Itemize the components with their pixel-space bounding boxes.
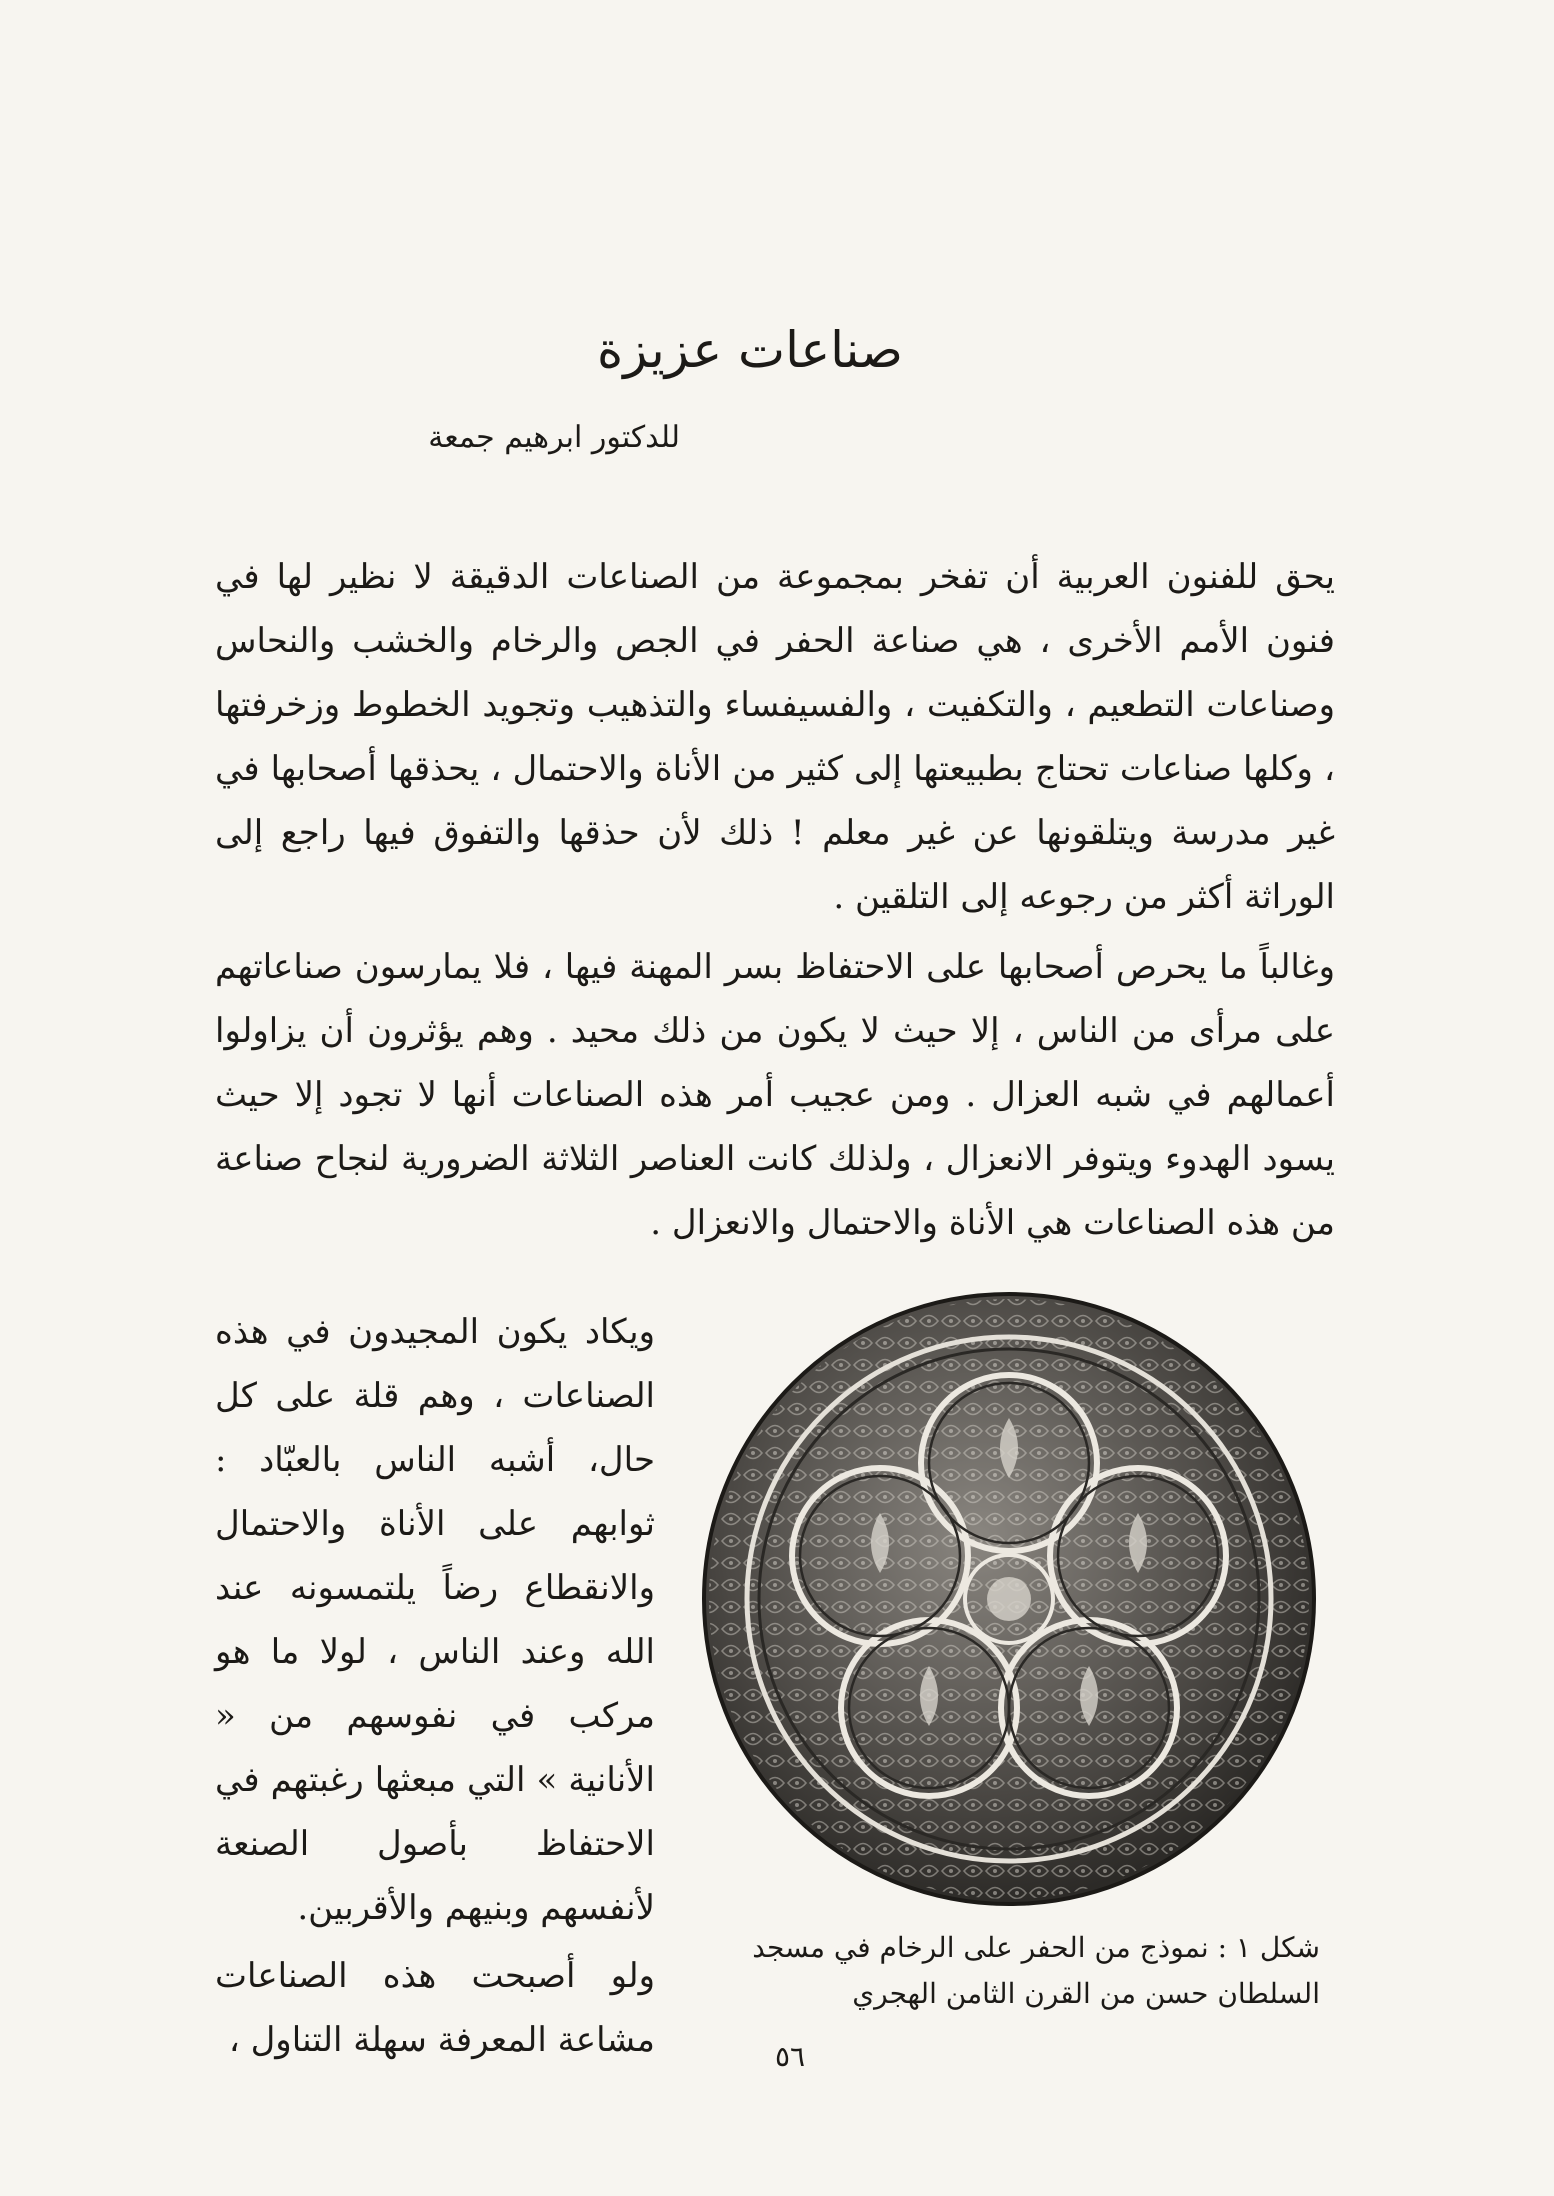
page-number: ٥٦ xyxy=(774,2040,806,2073)
paragraph: وغالباً ما يحرص أصحابها على الاحتفاظ بسر المهنة فيها ، فلا يمارسون صناعاتهم على مرأى من الناس ، إلا حيث لا يكون من ذلك محيد . وهم يؤثرون أن يزاولوا أعمالهم في شبه العزال . ومن عجيب أمر هذه الصناعات أنها لا تجود إلا حيث يسود الهدوء ويتوفر الانعزال ، ولذلك كانت العناصر الثلاثة الضرورية لنجاح صناعة من هذه الصناعات هي الأناة والاحتمال والانعزال . xyxy=(215,947,1335,1243)
side-column xyxy=(215,1300,655,2076)
main-body xyxy=(215,545,1335,1261)
carved-marble-medallion-figure xyxy=(698,1288,1320,1910)
author-byline: للدكتور ابرهيم جمعة xyxy=(428,420,680,455)
figure-caption: شكل ١ : نموذج من الحفر على الرخام في مسجد السلطان حسن من القرن الثامن الهجري xyxy=(752,1931,1320,2010)
paragraph: ويكاد يكون المجيدون في هذه الصناعات ، وهم قلة على كل حال، أشبه الناس بالعبّاد : ثوابهم على الأناة والاحتمال والانقطاع رضاً يلتمسونه عند الله وعند الناس ، لولا ما هو مركب في نفوسهم من « الأنانية » التي مبعثها رغبتهم في الاحتفاظ بأصول الصنعة لأنفسهم وبنيهم والأقربين. xyxy=(215,1312,655,1928)
paragraph: يحق للفنون العربية أن تفخر بمجموعة من الصناعات الدقيقة لا نظير لها في فنون الأمم الأخرى ، هي صناعة الحفر في الجص والرخام والخشب والنحاس وصناعات التطعيم ، والتكفيت ، والفسيفساء والتذهيب وتجويد الخطوط وزخرفتها ، وكلها صناعات تحتاج بطبيعتها إلى كثير من الأناة والاحتمال ، يحذقها أصحابها في غير مدرسة ويتلقونها عن غير معلم ! ذلك لأن حذقها والتفوق فيها راجع إلى الوراثة أكثر من رجوعه إلى التلقين . xyxy=(215,557,1335,917)
article-title: صناعات عزيزة xyxy=(597,321,903,379)
paragraph: ولو أصبحت هذه الصناعات مشاعة المعرفة سهلة التناول ، xyxy=(215,1956,655,2060)
